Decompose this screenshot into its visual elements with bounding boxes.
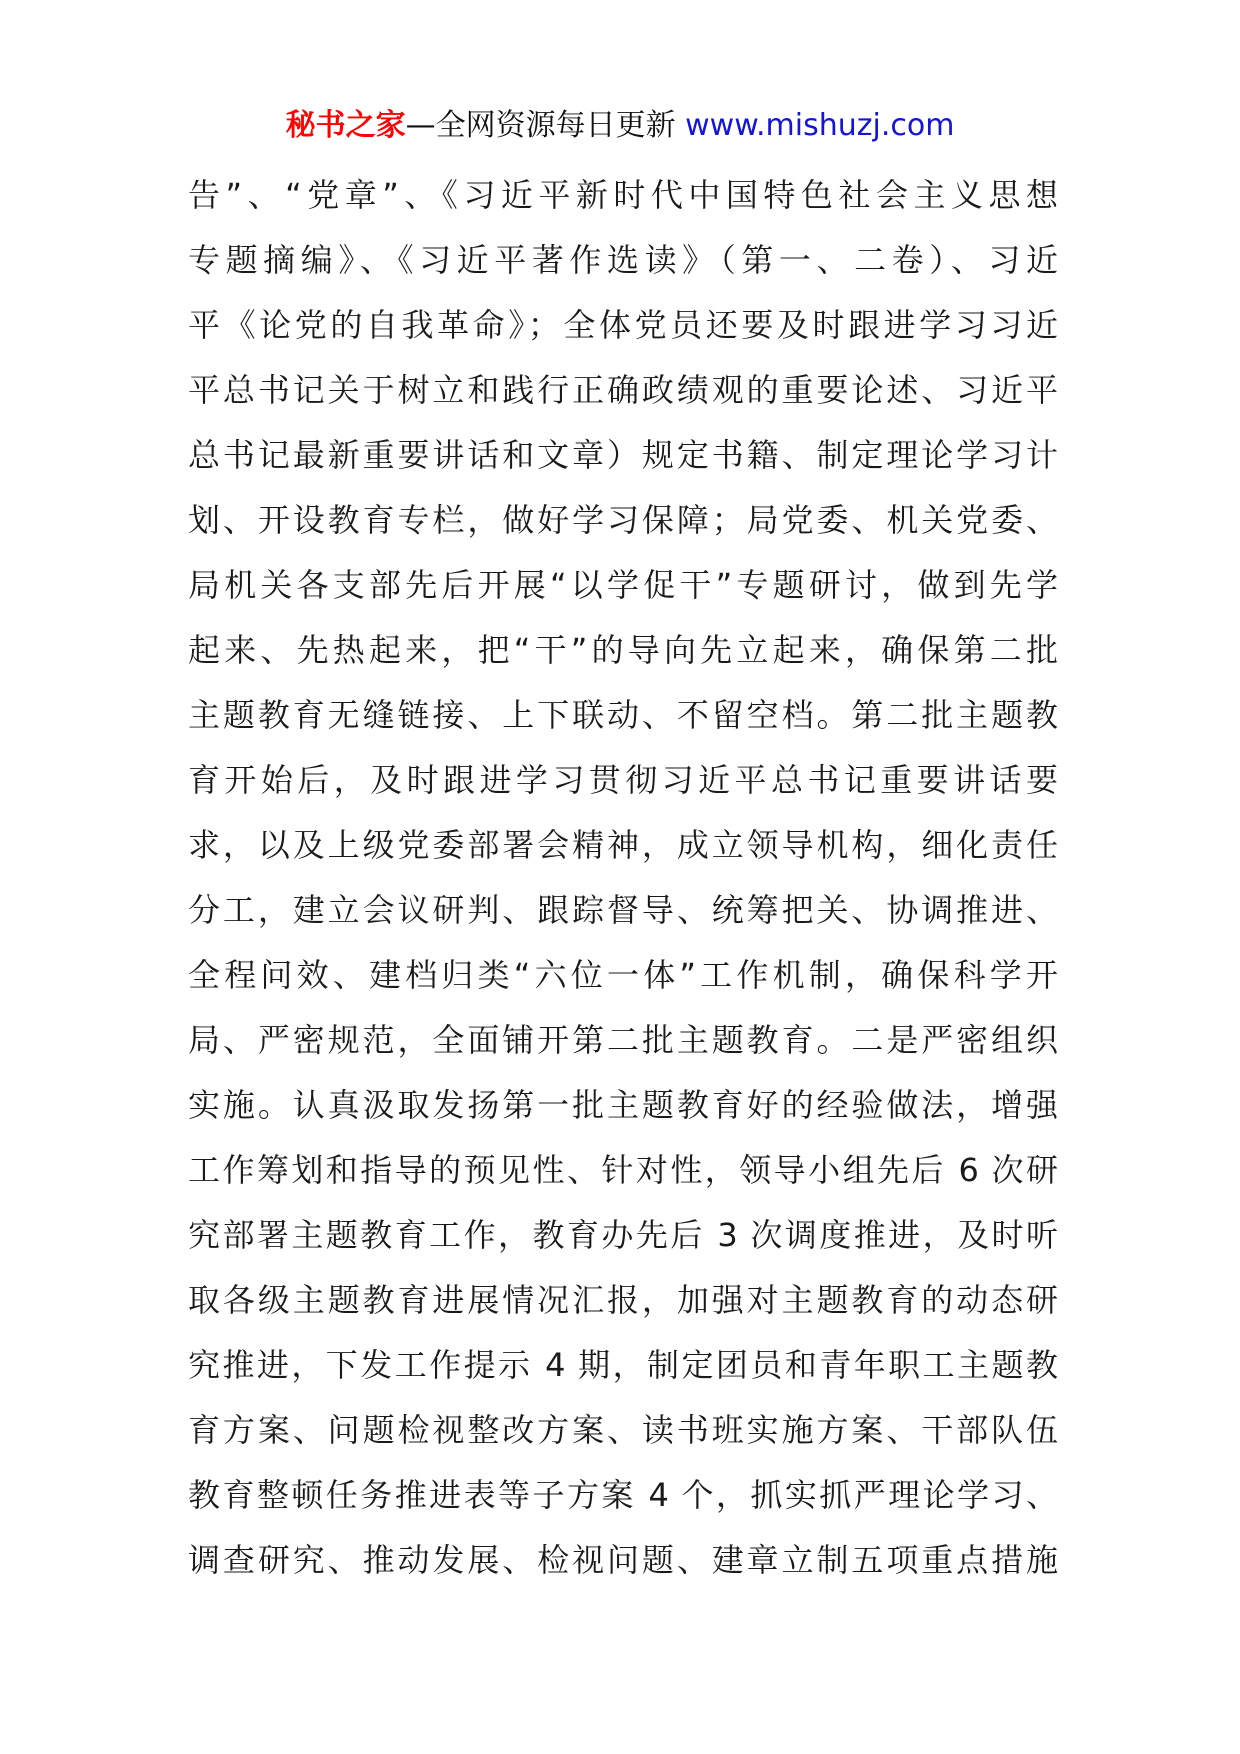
site-header [0,98,1240,154]
text-line: 主题教育无缝链接、上下联动、不留空档。第二批主题教 [188,696,1058,734]
text-line: 实施。认真汲取发扬第一批主题教育好的经验做法，增强 [188,1086,1058,1124]
text-line: 平《论党的自我革命》；全体党员还要及时跟进学习习近 [188,306,1058,344]
text-line: 取各级主题教育进展情况汇报，加强对主题教育的动态研 [188,1281,1058,1319]
document-body [188,163,1058,1593]
site-url-link[interactable]: www.mishuzj.com [685,108,955,143]
text-line: 起来、先热起来，把“干”的导向先立起来，确保第二批 [188,631,1058,669]
text-line: 全程问效、建档归类“六位一体”工作机制，确保科学开 [188,956,1058,994]
text-line: 局机关各支部先后开展“以学促干”专题研讨，做到先学 [188,566,1058,604]
text-line: 教育整顿任务推进表等子方案 4 个，抓实抓严理论学习、 [188,1476,1058,1514]
text-line: 局、严密规范，全面铺开第二批主题教育。二是严密组织 [188,1021,1058,1059]
site-brand: 秘书之家 [285,108,406,143]
text-line: 告”、“党章”、《习近平新时代中国特色社会主义思想 [188,176,1058,214]
text-line: 总书记最新重要讲话和文章）规定书籍、制定理论学习计 [188,436,1058,474]
text-line: 划、开设教育专栏，做好学习保障；局党委、机关党委、 [188,501,1058,539]
text-line: 平总书记关于树立和践行正确政绩观的重要论述、习近平 [188,371,1058,409]
text-line: 调查研究、推动发展、检视问题、建章立制五项重点措施 [188,1541,1058,1579]
text-line: 工作筹划和指导的预见性、针对性，领导小组先后 6 次研 [188,1151,1058,1189]
text-line: 专题摘编》、《习近平著作选读》（第一、二卷）、习近 [188,241,1058,279]
text-line: 究部署主题教育工作，教育办先后 3 次调度推进，及时听 [188,1216,1058,1254]
text-line: 育方案、问题检视整改方案、读书班实施方案、干部队伍 [188,1411,1058,1449]
text-line: 育开始后，及时跟进学习贯彻习近平总书记重要讲话要 [188,761,1058,799]
text-line: 分工，建立会议研判、跟踪督导、统筹把关、协调推进、 [188,891,1058,929]
site-tagline: —全网资源每日更新 [405,108,686,143]
text-line: 求，以及上级党委部署会精神，成立领导机构，细化责任 [188,826,1058,864]
text-line: 究推进，下发工作提示 4 期，制定团员和青年职工主题教 [188,1346,1058,1384]
